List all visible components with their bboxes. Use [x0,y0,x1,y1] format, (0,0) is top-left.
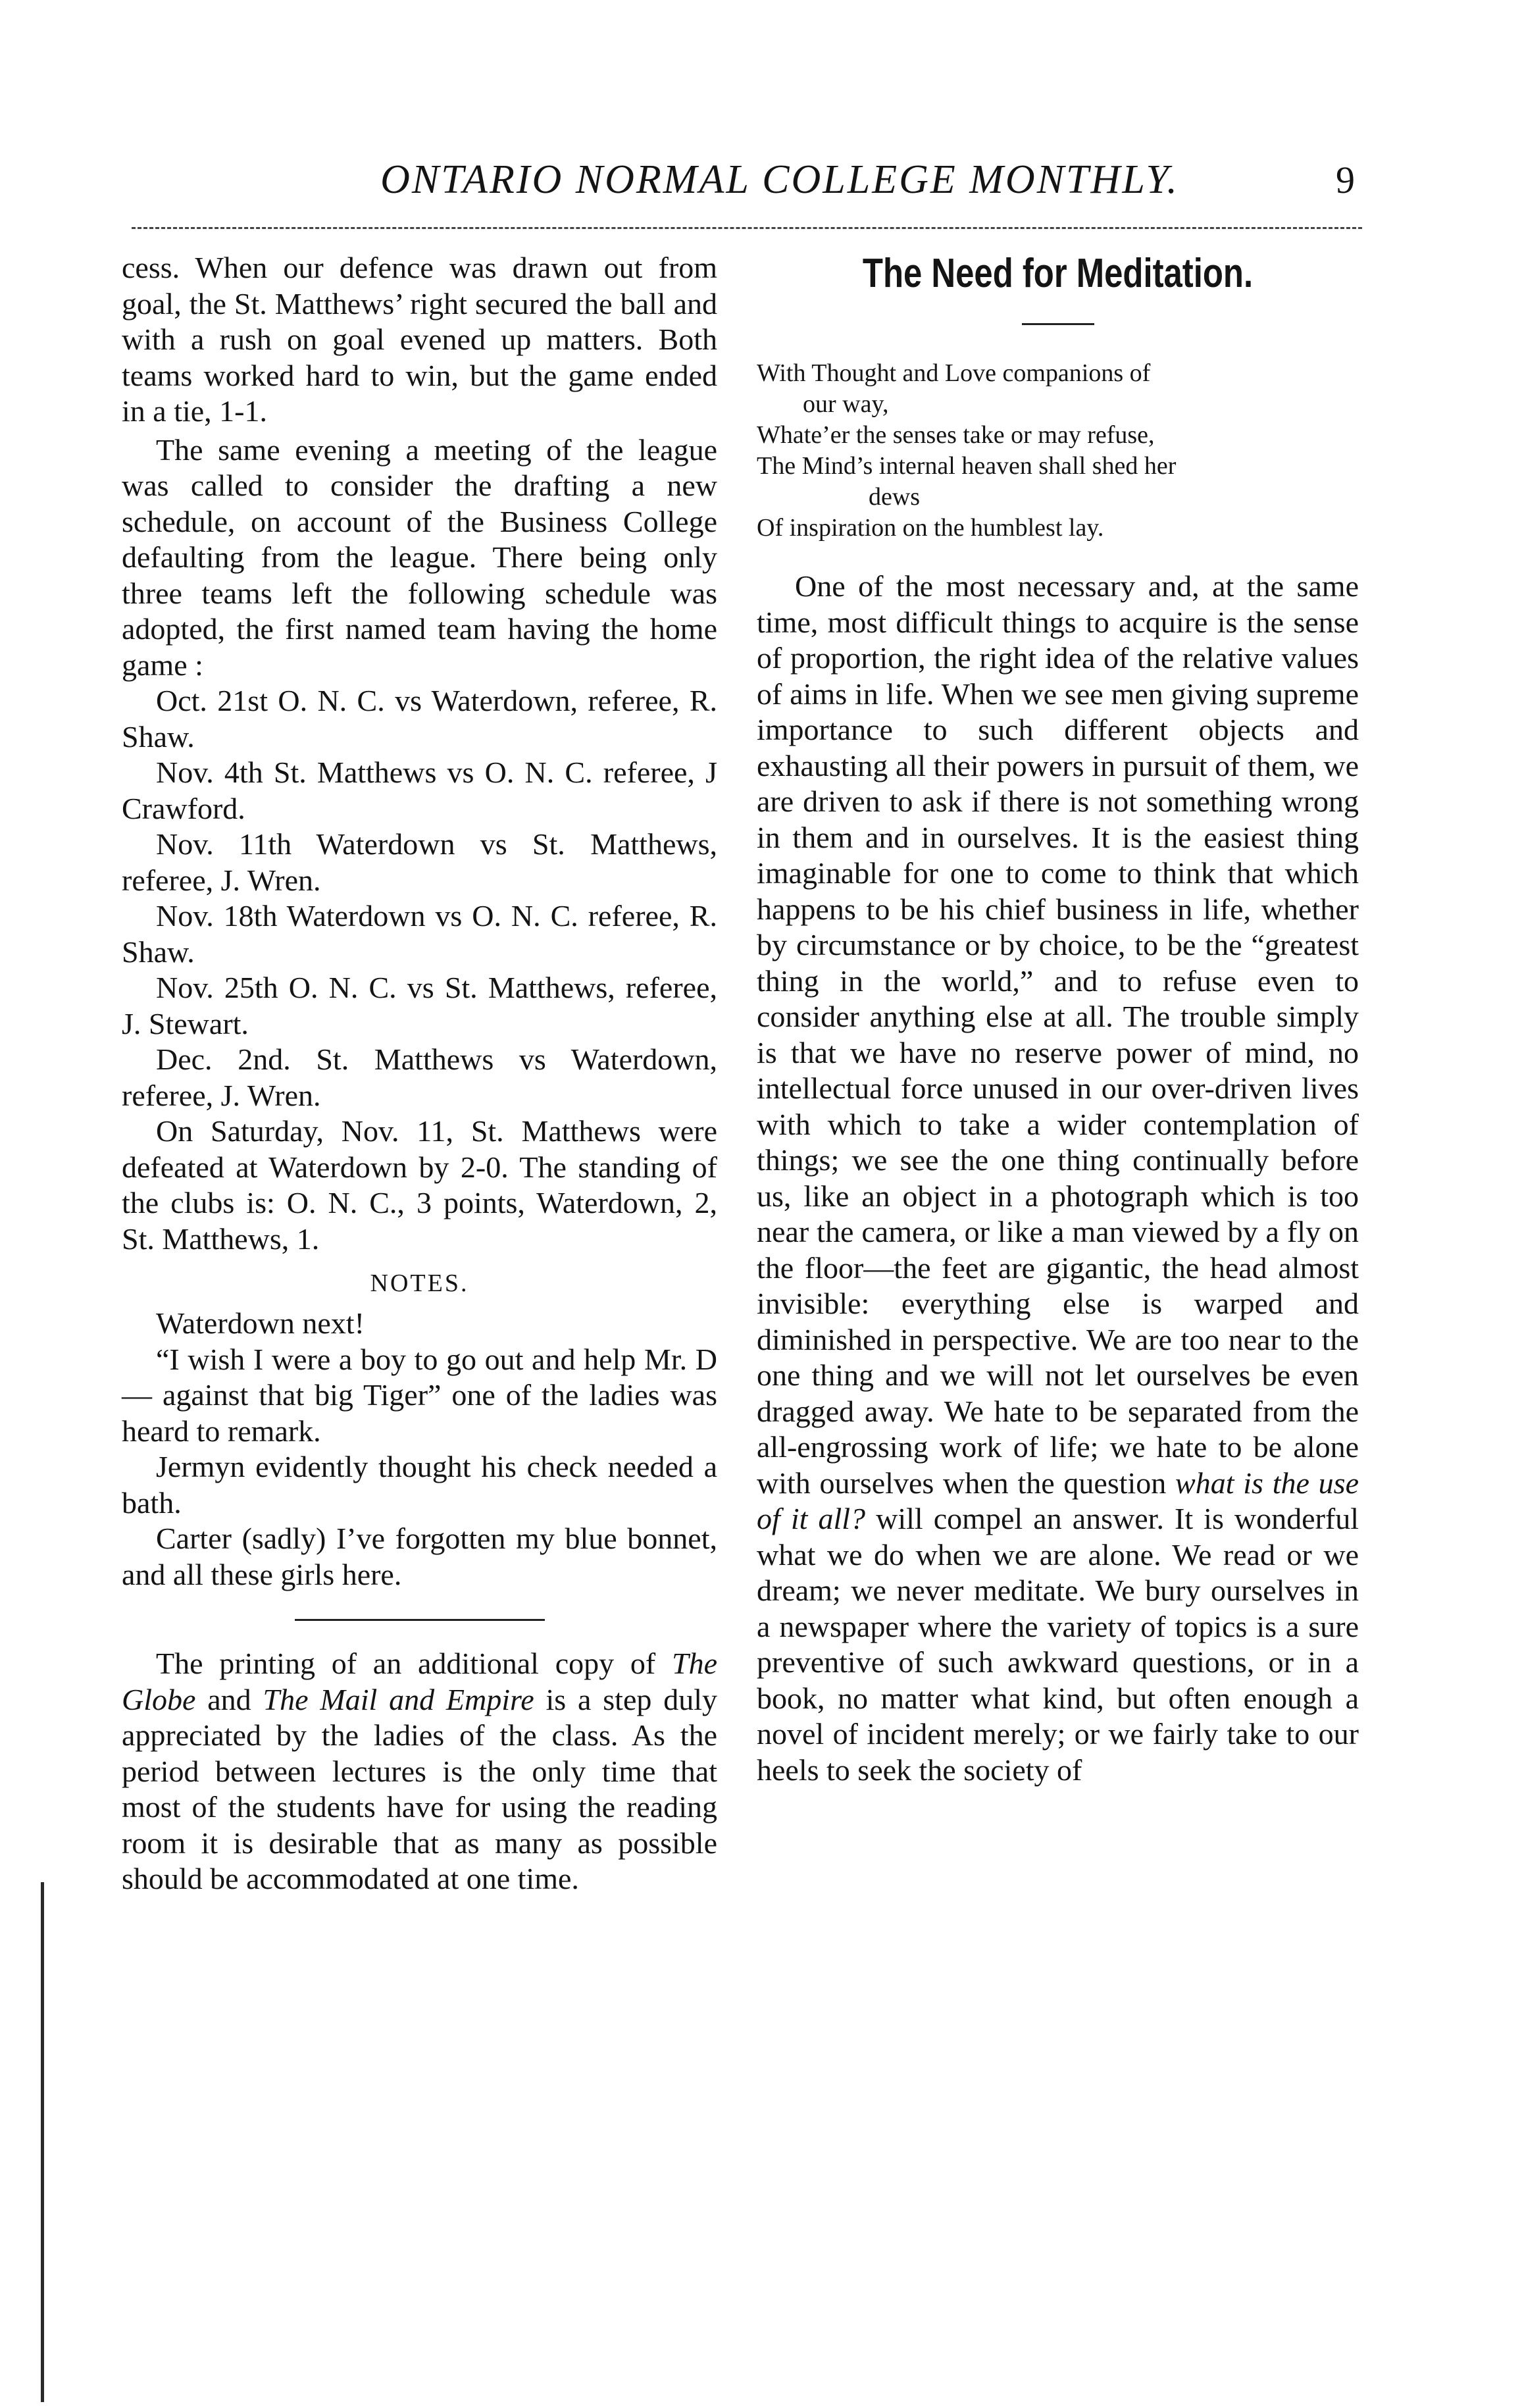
note-item: “I wish I were a boy to go out and help Mr. D— against that big Tiger” one of the ladies was heard to remark. [122,1342,717,1448]
text-run: and [195,1682,263,1716]
text-run: will compel an answer. It is wonderful what we do when we are alone. We read or we dream; we never meditate. We bury ourselves in a newspaper where the variety of topics is a sure preventive of such awkward questions, or in a book, no matter what kind, but often enough a novel of incident merely; or we fairly take to our heels to seek the society of [757,1502,1359,1787]
note-item: Jermyn evidently thought his check needed a bath. [122,1450,717,1520]
note-item: Carter (sadly) I’ve forgotten my blue bonnet, and all these girls here. [122,1522,717,1591]
football-report-continuation: cess. When our defence was drawn out from goal, the St. Matthews’ right secured the ball and with a rush on goal evened up matters. Both teams worked hard to win, but the game ended in a tie, 1-1. [122,251,717,428]
poem-line: our way, [803,390,889,418]
standings-paragraph: On Saturday, Nov. 11, St. Matthews were defeated at Waterdown by 2-0. The standing of the clubs is: O. N. C., 3 points, Waterdown, 2, St. Matthews, 1. [122,1114,717,1256]
article-paragraph [757,569,1359,1788]
note-item: Waterdown next! [156,1306,365,1340]
epigraph-poem [757,358,1359,544]
scan-edge-line [41,1882,44,2402]
schedule-item: Nov. 11th Waterdown vs St. Matthews, referee, J. Wren. [122,827,717,897]
italic-question: what is the use of it all? [757,1466,1359,1535]
text-run: One of the most necessary and, at the same time, most difficult things to acquire is the sense of proportion, the right idea of the relative values of aims in life. When we see men giving supreme importance to such different objects and exhausting all their powers in pursuit of them, we are driven to ask if there is not something wrong in them and in ourselves. It is the easiest thing imaginable for one to come to think that which happens to be his chief business in life, whether by circumstance or by choice, to be the “greatest thing in the world,” and to refuse even to consider anything else at all. The trouble simply is that we have no reserve power of mind, no intellectual force unused in our over-driven lives with which to take a wider contemplation of things; we see the one thing continually before us, like an object in a photograph which is too near the camera, or like a man viewed by a fly on the floor—the feet are gigantic, the head almost invisible: everything else is warped and diminished in perspective. We are too near to the one thing and we will not let ourselves be even dragged away. We hate to be separated from the all-engrossing work of life; we hate to be alone with ourselves when the question [757,569,1359,1500]
poem-line: Whate’er the senses take or may refuse, [757,421,1155,449]
schedule-item: Oct. 21st O. N. C. vs Waterdown, referee, R. Shaw. [122,684,717,754]
poem-line: With Thought and Love companions of [757,359,1151,387]
schedule-item: Nov. 18th Waterdown vs O. N. C. referee, R. Shaw. [122,899,717,969]
poem-line: dews [869,483,921,511]
header-rule [132,227,1362,229]
right-column [757,250,1359,1788]
schedule-item: Nov. 25th O. N. C. vs St. Matthews, referee, J. Stewart. [122,971,717,1040]
schedule-item: Nov. 4th St. Matthews vs O. N. C. referee, J Crawford. [122,756,717,825]
newspaper-title-mail: The Mail and Empire [263,1682,534,1716]
article-body [757,569,1359,1788]
text-run: The printing of an additional copy of [156,1647,672,1680]
schedule-item: Dec. 2nd. St. Matthews vs Waterdown, referee, J. Wren. [122,1042,717,1112]
schedule-list [122,683,717,1114]
page-header [0,157,1522,216]
article-title: The Need for Meditation. [862,251,1254,296]
poem-line: The Mind’s internal heaven shall shed her [757,452,1177,480]
notes-heading: NOTES. [370,1269,469,1297]
reading-room-paragraph [122,1646,717,1897]
section-divider [295,1619,545,1621]
running-title: ONTARIO NORMAL COLLEGE MONTHLY. [380,157,1179,202]
newspaper-title-globe: The Globe [122,1647,717,1716]
page-number: 9 [1336,159,1355,201]
left-column [122,250,717,1897]
poem-line: Of inspiration on the humblest lay. [757,514,1104,542]
league-meeting-paragraph: The same evening a meeting of the league was called to consider the drafting a new schedule, on account of the Business College defaulting from the league. There being only three teams left the following schedule was adopted, the first named team having the home game : [122,432,717,682]
title-rule [1022,323,1094,325]
text-run: is a step duly appreciated by the ladies of the class. As the period between lectures is the only time that most of the students have for using the reading room it is desirable that as many as possible should be accommodated at one time. [122,1682,718,1895]
